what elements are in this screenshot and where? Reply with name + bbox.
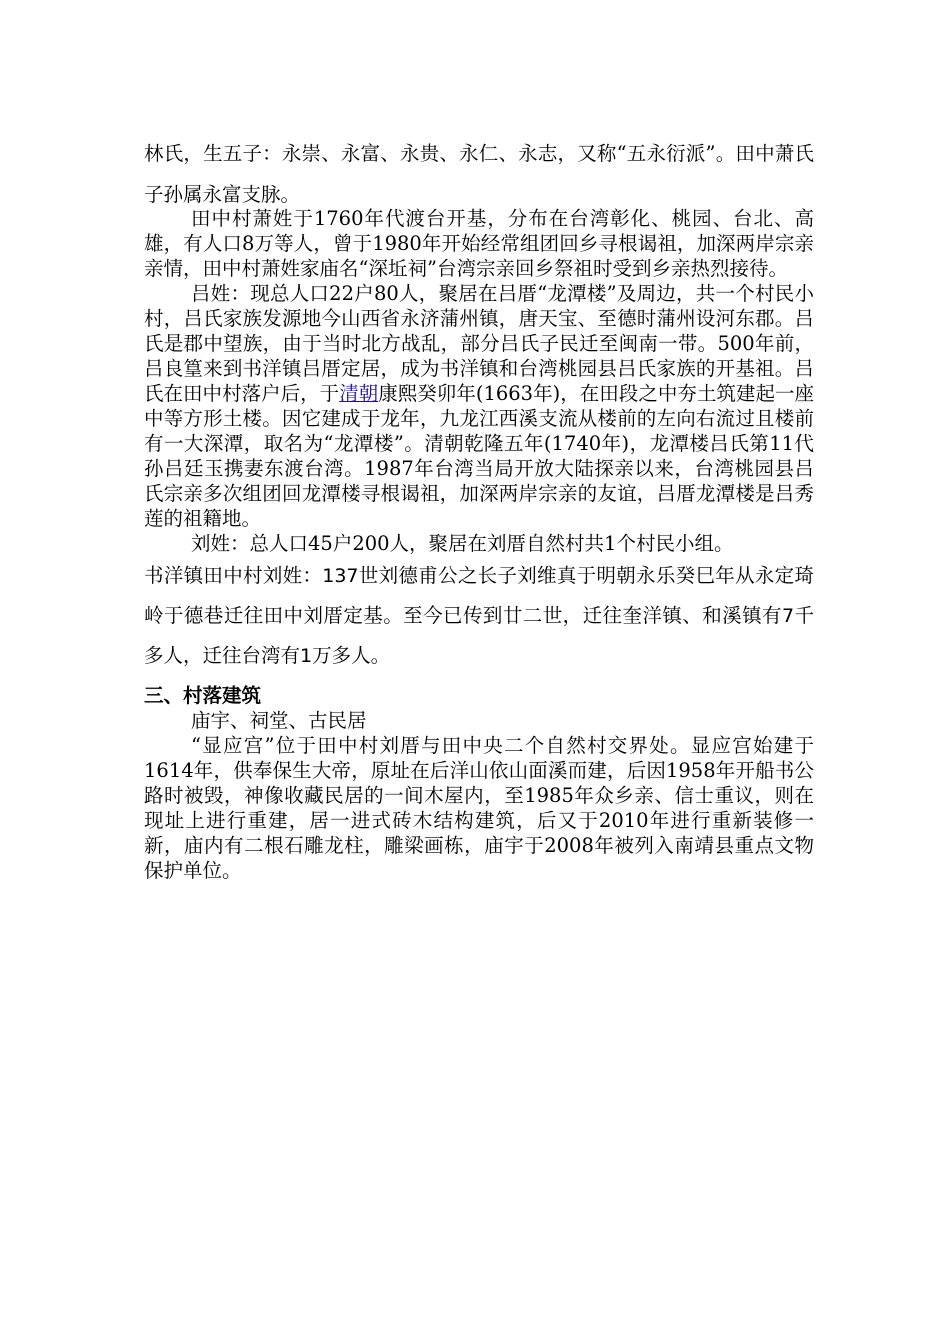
paragraph-lv-text-a: 吕姓：现总人口22户80人，聚居在吕厝“龙潭楼”及周边，共一个村民小村，吕氏家族发源地今山西省永济蒲州镇，唐天宝、至德时蒲州设河东郡。吕氏是郡中望族，由于当时北方战乱，部分吕氏子民迁至闽南一带。500年前，吕良篁来到书洋镇吕厝定居，成为书洋镇和台湾桃园县吕氏家族的开基祖。吕氏在田中村落户后，于 bbox=[144, 282, 814, 405]
liu-text-d: 万多人。 bbox=[312, 644, 391, 667]
liu-text-b: 世刘德甫公之长子刘维真于明朝永乐癸巳年从永定琦岭于德巷迁往田中刘厝定基。至今已传到廿二世，迁往奎洋镇、和溪镇有 bbox=[144, 564, 814, 627]
subheading-temples: 庙宇、祠堂、古民居 bbox=[191, 709, 367, 732]
emigrant-count-mainland: 7 bbox=[781, 605, 795, 627]
paragraph-xiao-taiwan: 田中村萧姓于1760年代渡台开基，分布在台湾彰化、桃园、台北、高雄，有人口8万等人，曾于1980年开始经常组团回乡寻根谒祖，加深两岸宗亲亲情，田中村萧姓家庙名“深坵祠”台湾宗亲回乡祭祖时受到乡亲热烈接待。 bbox=[144, 207, 814, 280]
document-body bbox=[144, 133, 814, 883]
qing-dynasty-link[interactable]: 清朝 bbox=[339, 382, 379, 405]
paragraph-xiao-clan-origin: 林氏，生五子：永崇、永富、永贵、永仁、永志，又称“五永衍派”。田中萧氏子孙属永富支脉。 bbox=[144, 142, 814, 206]
paragraph-lv-clan bbox=[144, 281, 814, 531]
paragraph-liu-clan-intro: 刘姓：总人口45户200人，聚居在刘厝自然村共1个村民小组。 bbox=[191, 532, 734, 555]
liu-text-c: 千多人，迁往台湾有 bbox=[144, 604, 814, 667]
liu-text-a: 书洋镇田中村刘姓： bbox=[144, 564, 323, 587]
generation-number: 137 bbox=[322, 565, 359, 587]
paragraph-liu-clan-history bbox=[144, 556, 814, 676]
emigrant-count-taiwan: 1 bbox=[300, 645, 313, 667]
paragraph-lv-text-b: 康熙癸卯年(1663年)，在田段之中夯土筑建起一座中等方形土楼。因它建成于龙年，九龙江西溪支流从楼前的左向右流过且楼前有一大深潭，取名为“龙潭楼”。清朝乾隆五年(1740年)，龙潭楼吕氏第11代孙吕廷玉携妻东渡台湾。1987年台湾当局开放大陆探亲以来，台湾桃园县吕氏宗亲多次组团回龙潭楼寻根谒祖，加深两岸宗亲的友谊，吕厝龙潭楼是吕秀莲的祖籍地。 bbox=[144, 382, 814, 530]
paragraph-xianying-temple: “显应宫”位于田中村刘厝与田中央二个自然村交界处。显应宫始建于1614年，供奉保生大帝，原址在后洋山依山面溪而建，后因1958年开船书公路时被毁，神像收藏民居的一间木屋内，至1985年众乡亲、信士重议，则在现址上进行重建，居一进式砖木结构建筑，后又于2010年进行重新装修一新，庙内有二根石雕龙柱，雕梁画栋，庙宇于2008年被列入南靖县重点文物保护单位。 bbox=[144, 734, 814, 882]
section-heading-village-architecture: 三、村落建筑 bbox=[144, 684, 262, 707]
